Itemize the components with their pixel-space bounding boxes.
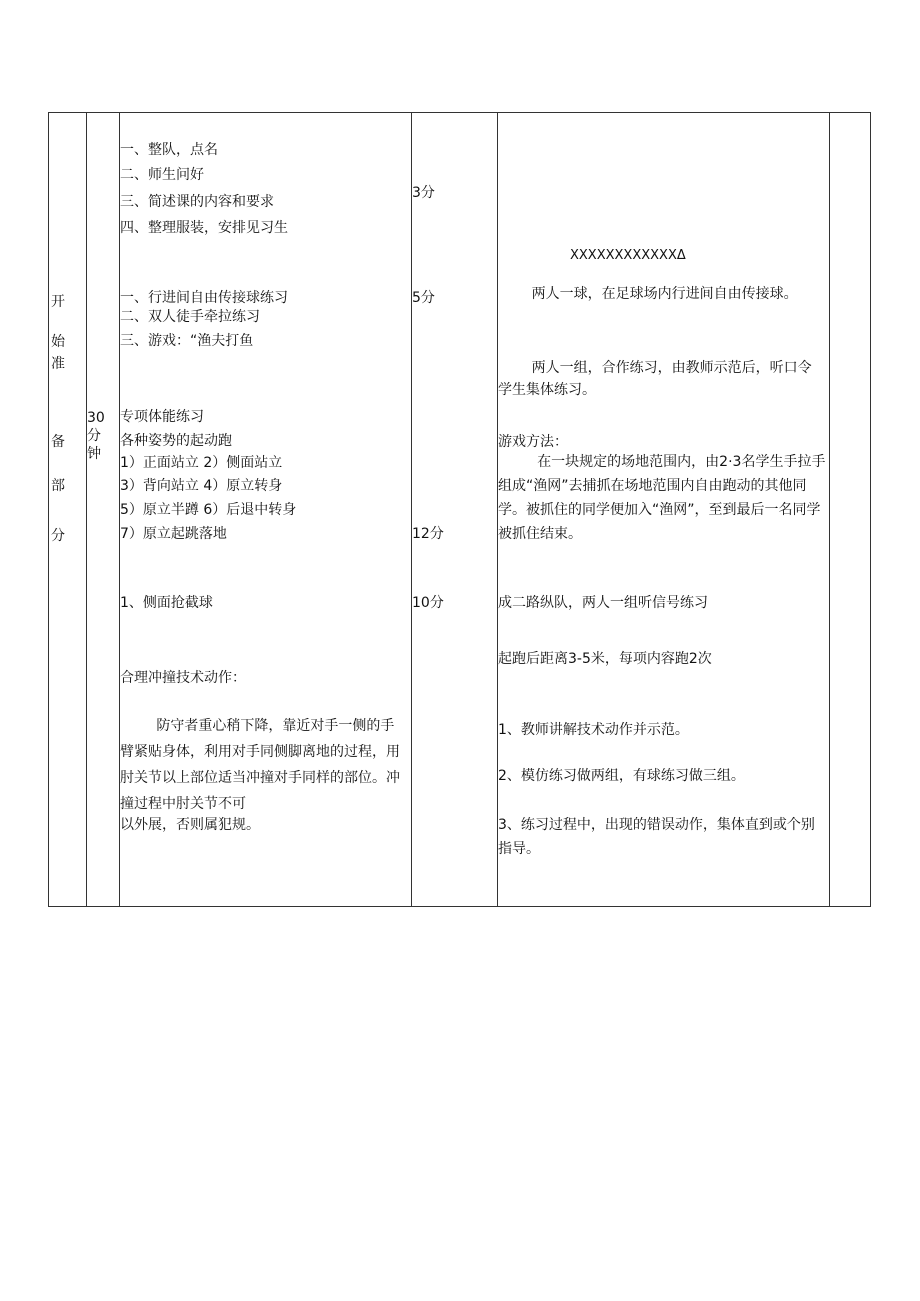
duration-intercept: 10分 — [412, 595, 444, 611]
game-method-description: 在一块规定的场地范围内，由2·3名学生手拉手组成“渔网”去捕抓在场地范围内自由跑动的其他同学。被抓住的同学便加入“渔网”，至到最后一名同学被抓住结束。 — [498, 454, 826, 542]
section-char: 分 — [51, 528, 65, 544]
opening-item: 三、简述课的内容和要求 — [120, 194, 274, 210]
start-run-item: 1）正面站立 2）侧面站立 — [120, 455, 283, 471]
start-run-item: 5）原立半蹲 6）后退中转身 — [120, 502, 297, 518]
teaching-step: 3、练习过程中，出现的错误动作，集体直到或个别指导。 — [498, 817, 815, 857]
collision-title: 合理冲撞技术动作： — [120, 670, 246, 686]
section-char: 部 — [51, 478, 65, 494]
column-divider — [829, 113, 830, 906]
section-char: 开 — [51, 294, 65, 310]
special-title: 专项体能练习 — [120, 409, 204, 425]
section-char: 备 — [51, 434, 65, 450]
warmup-item: 一、行进间自由传接球练习 — [120, 290, 288, 306]
column-divider — [411, 113, 412, 906]
teaching-step: 2、模仿练习做两组，有球练习做三组。 — [498, 768, 745, 784]
warmup-item: 二、双人徒手牵拉练习 — [120, 309, 260, 325]
run-distance-note: 起跑后距离3-5米，每项内容跑2次 — [498, 651, 712, 667]
method-pair-stretch: 两人一组，合作练习，由教师示范后，听口令学生集体练习。 — [498, 360, 812, 398]
lesson-plan-table — [48, 112, 871, 907]
intercept-item: 1、侧面抢截球 — [120, 595, 213, 611]
start-run-title: 各种姿势的起动跑 — [120, 433, 232, 449]
collision-description: 防守者重心稍下降，靠近对手一侧的手臂紧贴身体，利用对手同侧脚离地的过程，用肘关节以上部位适当冲撞对手同样的部位。冲撞过程中肘关节不可 — [120, 718, 400, 812]
opening-item: 二、师生问好 — [120, 167, 204, 183]
start-run-item: 3）背向站立 4）原立转身 — [120, 478, 283, 494]
column-divider — [86, 113, 87, 906]
section-char: 准 — [51, 356, 65, 372]
opening-item: 一、整队，点名 — [120, 142, 218, 158]
duration-special: 12分 — [412, 526, 444, 542]
duration-warmup: 5分 — [412, 290, 435, 306]
teaching-step: 1、教师讲解技术动作并示范。 — [498, 722, 689, 738]
method-pair-pass: 两人一球，在足球场内行进间自由传接球。 — [531, 286, 798, 302]
section-char: 始 — [51, 334, 65, 350]
time-total-line: 钟 — [87, 446, 101, 462]
warmup-item: 三、游戏：“渔夫打鱼 — [120, 333, 254, 349]
game-method-title: 游戏方法： — [498, 434, 568, 450]
collision-description-end: 以外展，否则属犯规。 — [120, 817, 260, 833]
intercept-method: 成二路纵队，两人一组听信号练习 — [498, 595, 708, 611]
time-total-line: 分 — [87, 428, 101, 444]
time-total-line: 30 — [87, 410, 105, 426]
opening-item: 四、整理服装，安排见习生 — [120, 220, 288, 236]
formation-diagram: XXXXXXXXXXXXΔ — [570, 248, 686, 263]
duration-opening: 3分 — [412, 185, 435, 201]
start-run-item: 7）原立起跳落地 — [120, 526, 227, 542]
